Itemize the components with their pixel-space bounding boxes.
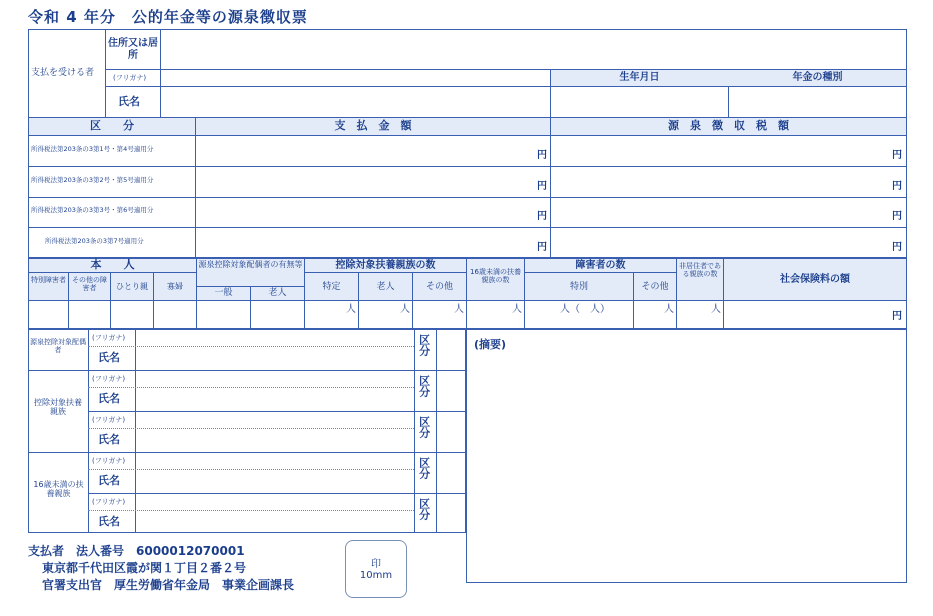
address-field[interactable]	[161, 30, 906, 69]
disabled-col-other: その他	[641, 282, 669, 292]
furigana-label: (フリガナ)	[113, 74, 147, 82]
remarks-label: (摘要)	[474, 338, 507, 351]
birthdate-field[interactable]	[551, 87, 727, 117]
kubun-label-3: 区分	[417, 416, 431, 438]
furigana-label-2: (フリガナ)	[92, 375, 126, 383]
furigana-label-5: (フリガナ)	[92, 498, 126, 506]
name-label: 氏名	[118, 95, 140, 108]
amount-row-label-3: 所得税法第203条の3第3号・第6号適用分	[31, 206, 154, 214]
payment-yen-3: 円	[537, 211, 547, 222]
dependents-col-other: その他	[425, 282, 453, 292]
seal-size: 10mm	[359, 570, 393, 581]
spouse-header: 源泉控除対象配偶者の有無等	[198, 260, 303, 269]
remarks-box[interactable]	[466, 329, 907, 583]
address-label: 住所又は居所	[108, 38, 158, 61]
furigana-field[interactable]	[161, 70, 549, 86]
birthdate-label: 生年月日	[619, 72, 660, 83]
dependents-specified-unit: 人	[346, 304, 356, 315]
payer-line-1: 支払者 法人番号 6000012070001	[28, 544, 245, 558]
withholding-header: 源 泉 徴 収 税 額	[668, 119, 789, 132]
seal-label: 印	[371, 559, 381, 570]
nonresident-header: 非居住者である親族の数	[679, 262, 721, 279]
seal-box	[345, 540, 407, 598]
dependents-col-specified: 特定	[322, 282, 341, 292]
name-label-3: 氏名	[98, 433, 120, 446]
form-title: 令和 4 年分 公的年金等の源泉徴収票	[28, 8, 308, 26]
payment-yen-2: 円	[537, 181, 547, 192]
dependents-col-elderly: 老人	[376, 282, 395, 292]
name-label-2: 氏名	[98, 392, 120, 405]
self-col-special-disabled: 特別障害者	[31, 276, 66, 284]
dependents-section-label: 控除対象扶養親族	[34, 398, 82, 417]
payment-header: 支 払 金 額	[334, 119, 412, 132]
withholding-yen-3: 円	[892, 211, 902, 222]
withholding-yen-2: 円	[892, 181, 902, 192]
spouse-section-label: 源泉控除対象配偶者	[30, 338, 86, 355]
payment-yen-4: 円	[537, 242, 547, 253]
withholding-yen-4: 円	[892, 242, 902, 253]
social-insurance-yen: 円	[892, 311, 902, 322]
self-col-other-disabled: その他の障害者	[72, 276, 107, 293]
under16-header: 16歳未満の扶養親族の数	[470, 268, 521, 285]
self-col-single-parent: ひとり親	[116, 282, 148, 291]
amount-row-label-1: 所得税法第203条の3第1号・第4号適用分	[31, 145, 154, 153]
furigana-label-1: (フリガナ)	[92, 334, 126, 342]
kubun-label-4: 区分	[417, 457, 431, 479]
under16-section-label: 16歳未満の扶養親族	[33, 480, 84, 499]
name-label-1: 氏名	[98, 351, 120, 364]
payer-official: 官署支出官 厚生労働省年金局 事業企画課長	[42, 578, 295, 592]
name-label-4: 氏名	[98, 474, 120, 487]
furigana-label-3: (フリガナ)	[92, 416, 126, 424]
category-header: 区 分	[90, 119, 134, 132]
amount-row-label-4: 所得税法第203条の3第7号適用分	[45, 237, 144, 245]
amount-row-label-2: 所得税法第203条の3第2号・第5号適用分	[31, 176, 154, 184]
disabled-col-special: 特別	[569, 282, 588, 292]
dependents-elderly-unit: 人	[400, 304, 410, 315]
payment-yen-1: 円	[537, 150, 547, 161]
kubun-label-2: 区分	[417, 375, 431, 397]
name-label-5: 氏名	[98, 515, 120, 528]
dependents-header: 控除対象扶養親族の数	[335, 260, 436, 271]
spouse-col-general: 一般	[214, 288, 233, 298]
self-header: 本 人	[90, 258, 135, 271]
disabled-header: 障害者の数	[575, 260, 626, 271]
self-col-widow: 寡婦	[167, 282, 183, 291]
pension-type-field[interactable]	[729, 87, 906, 117]
pension-type-label: 年金の種別	[792, 72, 843, 83]
withholding-yen-1: 円	[892, 150, 902, 161]
spouse-col-elderly: 老人	[268, 288, 287, 298]
name-field[interactable]	[161, 87, 549, 117]
furigana-label-4: (フリガナ)	[92, 457, 126, 465]
under16-unit: 人	[512, 304, 522, 315]
dependents-other-unit: 人	[454, 304, 464, 315]
disabled-other-unit: 人	[664, 304, 674, 315]
recipient-label: 支払を受ける者	[31, 68, 95, 78]
kubun-label-1: 区分	[417, 334, 431, 356]
nonresident-unit: 人	[711, 304, 721, 315]
social-insurance-header: 社会保険料の額	[780, 274, 850, 285]
payer-address: 東京都千代田区霞が関１丁目２番２号	[42, 561, 247, 575]
disabled-special-unit: 人（ 人）	[560, 304, 610, 315]
kubun-label-5: 区分	[417, 498, 431, 520]
